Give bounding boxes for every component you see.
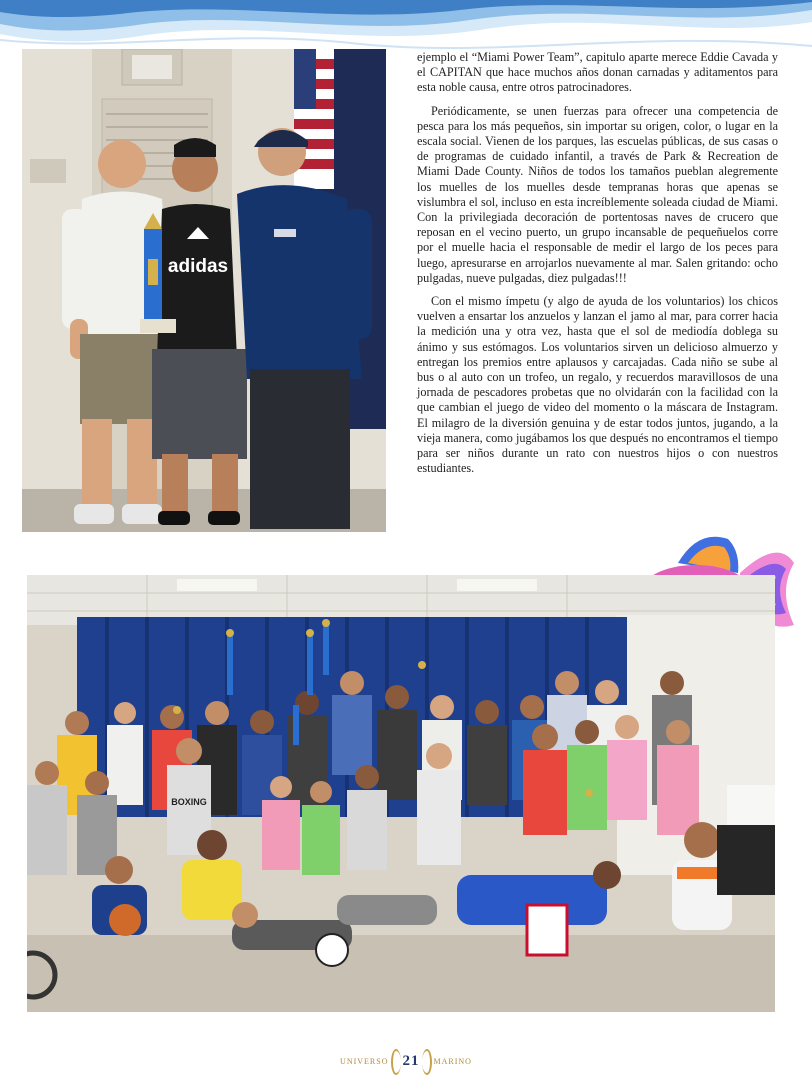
footer-magazine-left: UNIVERSO bbox=[340, 1056, 389, 1066]
article-paragraph-3: Con el mismo ímpetu (y algo de ayuda de los voluntarios) los chicos vuelven a ensartar los anzuelos y lanzan el jamo al mar, para correr hacia la medición una y otra vez, hasta que el sol de mediodía doblega su ánimo y sus estómagos. Los voluntarios sirven un delicioso almuerzo y entregan los premios entre aplausos y carcajadas. Cada niño se sube al bus o al auto con un trofeo, un regalo, y recuerdos maravillosos de una jornada de pescadores probetas que no olvidarán con la facilidad con la que cambian el juego de video del momento o la máscara de Instagram. El milagro de la diversión genuina y de estar todos juntos, jugando, a la vieja manera, como jugábamos los que después no encontramos el tiempo para ser niños durante un rato con nuestros hijos o con nuestros estudiantes. bbox=[417, 294, 778, 476]
article-paragraph-1: ejemplo el “Miami Power Team”, capitulo aparte merece Eddie Cavada y el CAPITAN que hace muchos años donan carnadas y aditamentos para esta noble causa, entre otros patrocinadores. bbox=[417, 50, 778, 95]
page-number: 21 bbox=[395, 1053, 428, 1070]
boxing-shirt-text: BOXING bbox=[171, 797, 207, 807]
award-ceremony-photo bbox=[22, 49, 386, 532]
page-footer bbox=[0, 1048, 812, 1074]
adidas-shirt-text: adidas bbox=[167, 256, 229, 277]
footer-magazine-right: MARINO bbox=[433, 1056, 472, 1066]
article-paragraph-2: Periódicamente, se unen fuerzas para ofrecer una competencia de pesca para los más pequeños, sin importar su origen, color, o lugar en la escala social. Vienen de los parques, las escuelas públicas, de sus casas o de programas de cuidado infantil, a través de Park & Recreation de Miami Dade County. Niños de todos los tamaños pueblan alegremente los muelles de los muelles desde tempranas horas que apenas se vislumbra el sol, incluso en esta increíblemente soleada ciudad de Miami. Con la privilegiada decoración de portentosas naves de crucero que reposan en el vecino puerto, un grupo incansable de pequeñuelos corre por el muelle hacia el responsable de medir el largo de los peces para luego, apresurarse en arrojarlos nuevamente al mar. Salen gritando: ocho pulgadas, nueve pulgadas, diez pulgadas!!! bbox=[417, 103, 778, 285]
group-children-photo bbox=[27, 575, 775, 1012]
article-body bbox=[417, 50, 778, 484]
